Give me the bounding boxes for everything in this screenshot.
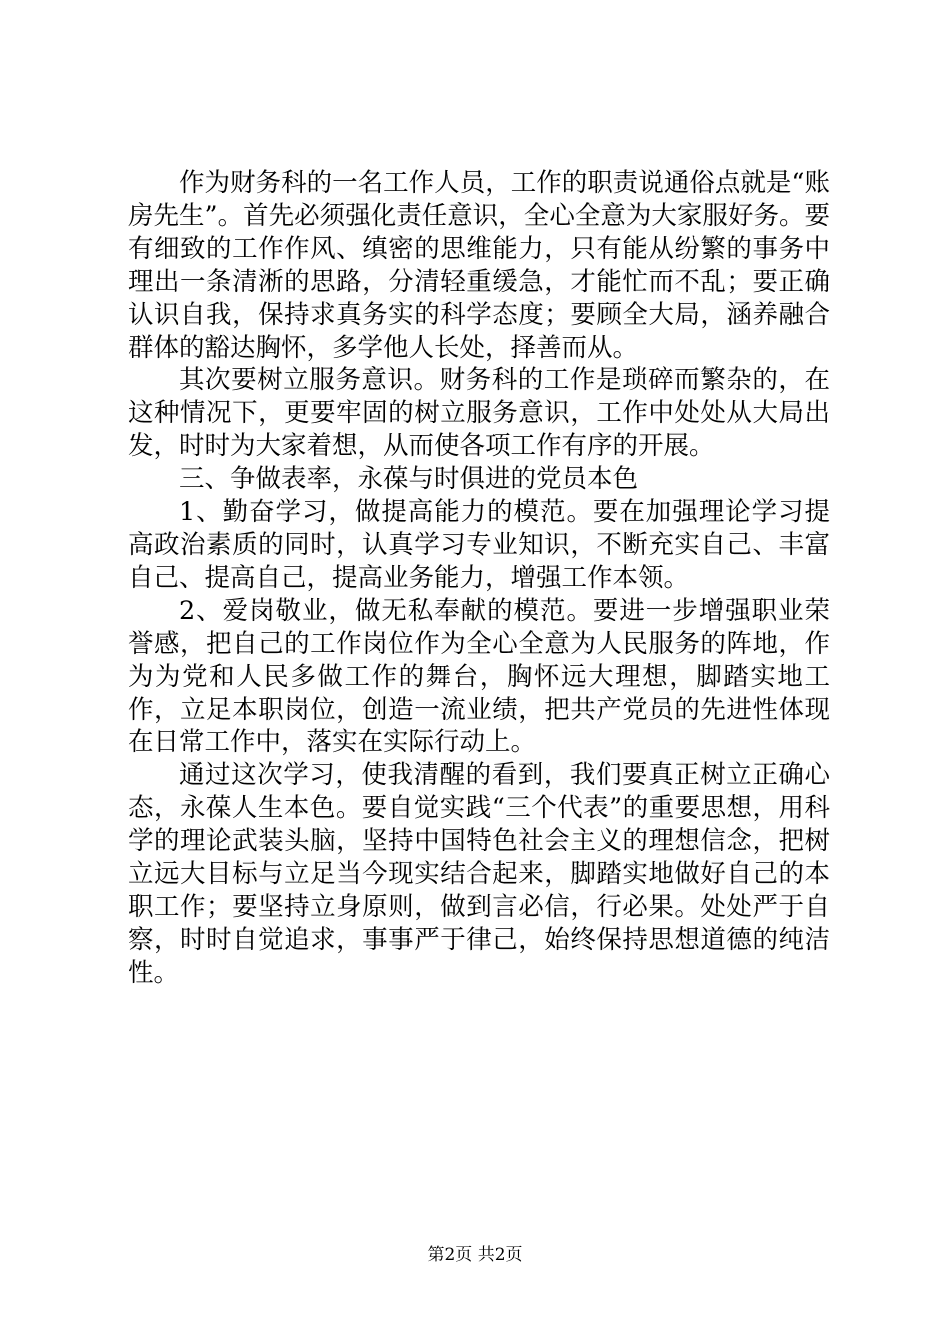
- paragraph-1: 作为财务科的一名工作人员，工作的职责说通俗点就是“账房先生”。首先必须强化责任意识，全心全意为大家服好务。要有细致的工作作风、缜密的思维能力，只有能从纷繁的事务中理出一条清淅的思路，分清轻重缓急，才能忙而不乱；要正确认识自我，保持求真务实的科学态度；要顾全大局，涵养融合群体的豁达胸怀，多学他人长处，择善而从。: [128, 168, 830, 363]
- page-number-footer: 第2页 共2页: [427, 1245, 523, 1265]
- paragraph-2: 其次要树立服务意识。财务科的工作是琐碎而繁杂的，在这种情况下，更要牢固的树立服务意识，工作中处处从大局出发，时时为大家着想，从而使各项工作有序的开展。: [128, 365, 830, 462]
- paragraph-conclusion: 通过这次学习，使我清醒的看到，我们要真正树立正确心态，永葆人生本色。要自觉实践“三个代表”的重要思想，用科学的理论武装头脑，坚持中国特色社会主义的理想信念，把树立远大目标与立足当今现实结合起来，脚踏实地做好自己的本职工作；要坚持立身原则，做到言必信，行必果。处处严于自察，时时自觉追求，事事严于律己，始终保持思想道德的纯洁性。: [128, 760, 830, 988]
- paragraph-item-2: 2、爱岗敬业，做无私奉献的模范。要进一步增强职业荣誉感，把自己的工作岗位作为全心全意为人民服务的阵地，作为为党和人民多做工作的舞台，胸怀远大理想，脚踏实地工作，立足本职岗位，创造一流业绩，把共产党员的先进性体现在日常工作中，落实在实际行动上。: [128, 595, 830, 758]
- section-heading: 三、争做表率，永葆与时俱进的党员本色: [179, 464, 639, 495]
- document-body: [128, 167, 830, 990]
- paragraph-item-1: 1、勤奋学习，做提高能力的模范。要在加强理论学习提高政治素质的同时，认真学习专业知识，不断充实自己、丰富自己、提高自己，提高业务能力，增强工作本领。: [128, 497, 830, 593]
